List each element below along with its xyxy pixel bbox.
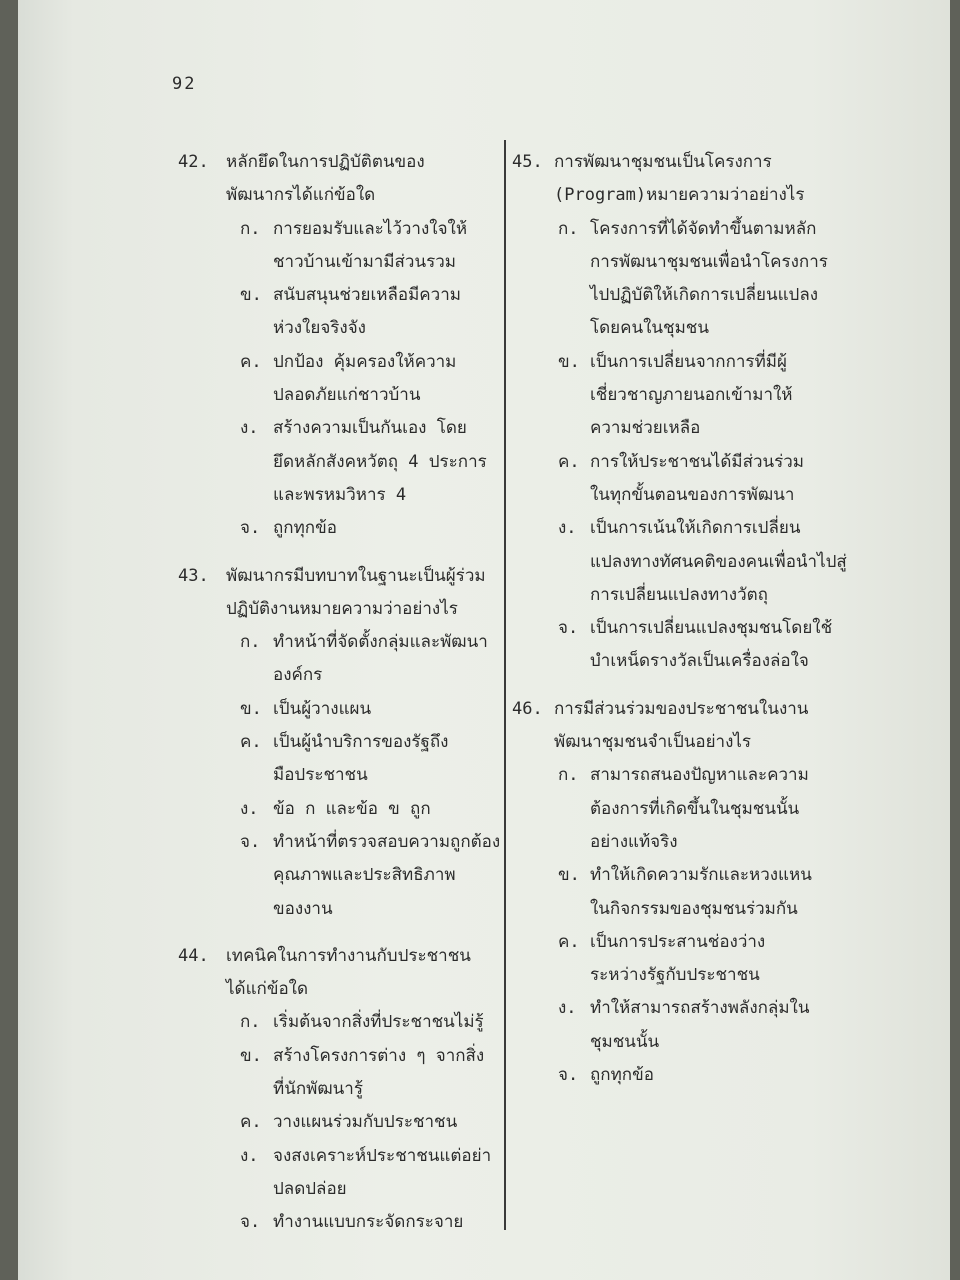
question-number: 44.: [178, 945, 209, 966]
option-label: จ.: [240, 518, 261, 539]
option-line: [178, 246, 508, 279]
answer-option: [178, 626, 508, 693]
option-text: ชุมชนนั้น: [590, 1031, 660, 1052]
option-line: [512, 759, 842, 792]
document-page: [18, 0, 950, 1280]
option-text: สร้างความเป็นกันเอง โดย: [273, 418, 467, 439]
option-text: การยอมรับและไว้วางใจให้: [273, 218, 468, 239]
option-line: [178, 412, 508, 445]
option-text: สามารถสนองปัญหาและความ: [590, 765, 809, 786]
answer-option: [178, 213, 508, 280]
option-text: ของงาน: [273, 898, 333, 919]
option-line: [178, 512, 508, 545]
answer-option: [512, 446, 842, 513]
option-text: ข้อ ก และข้อ ข ถูก: [273, 798, 431, 819]
question-number: 42.: [178, 152, 209, 172]
answer-option: [512, 992, 842, 1059]
option-line: [178, 312, 508, 345]
answer-option: [178, 279, 508, 346]
option-text: ไปปฏิบัติให้เกิดการเปลี่ยนแปลง: [590, 285, 819, 306]
question-line: [178, 146, 508, 179]
answer-option: [512, 612, 842, 679]
option-text: เป็นผู้นำบริการของรัฐถึง: [273, 732, 449, 753]
option-line: [178, 759, 508, 792]
option-line: [512, 446, 842, 479]
option-text: ปกป้อง คุ้มครองให้ความ: [273, 351, 457, 372]
option-text: ถูกทุกข้อ: [590, 1065, 654, 1086]
question-line: [178, 973, 508, 1006]
answer-option: [178, 1006, 508, 1039]
option-label: ข.: [240, 285, 262, 306]
answer-option: [178, 726, 508, 793]
option-text: โดยคนในชุมชน: [590, 318, 709, 339]
option-line: [512, 479, 842, 512]
option-text: ถูกทุกข้อ: [273, 518, 337, 539]
option-text: ในกิจกรรมของชุมชนร่วมกัน: [590, 898, 798, 919]
option-line: [178, 1073, 508, 1106]
option-text: ทำให้สามารถสร้างพลังกลุ่มใน: [590, 998, 810, 1019]
question-line: [512, 693, 842, 726]
question-line: [178, 940, 508, 973]
option-line: [178, 1140, 508, 1173]
question-text: (Program)หมายความว่าอย่างไร: [554, 185, 805, 206]
question-block: [178, 940, 508, 1240]
answer-option: [178, 1040, 508, 1107]
option-text: มือประชาชน: [273, 765, 368, 786]
option-text: เป็นการเน้นให้เกิดการเปลี่ยน: [590, 518, 801, 539]
option-label: ข.: [558, 351, 580, 372]
option-text: ความช่วยเหลือ: [590, 418, 701, 439]
option-text: เชี่ยวชาญภายนอกเข้ามาให้: [590, 385, 793, 406]
option-text: ยึดหลักสังคหวัตถุ 4 ประการ: [273, 451, 487, 472]
option-label: จ.: [558, 1065, 579, 1086]
answer-option: [178, 346, 508, 413]
answer-option: [512, 859, 842, 926]
answer-option: [178, 826, 508, 926]
option-label: ค.: [558, 931, 580, 952]
option-text: การเปลี่ยนแปลงทางวัตถุ: [590, 584, 768, 605]
option-text: คุณภาพและประสิทธิภาพ: [273, 865, 456, 886]
option-line: [178, 659, 508, 692]
option-text: วางแผนร่วมกับประชาชน: [273, 1112, 458, 1133]
option-line: [178, 626, 508, 659]
question-block: [178, 146, 508, 546]
option-label: ก.: [240, 218, 261, 239]
option-text: ทำหน้าที่จัดตั้งกลุ่มและพัฒนา: [273, 632, 488, 653]
question-gap: [178, 926, 508, 940]
option-text: ทำให้เกิดความรักและหวงแหน: [590, 865, 812, 886]
option-line: [512, 579, 842, 612]
answer-option: [512, 926, 842, 993]
option-text: และพรหมวิหาร 4: [273, 484, 407, 505]
option-line: [512, 1026, 842, 1059]
option-line: [512, 379, 842, 412]
question-line: [512, 146, 842, 179]
left-column: [178, 146, 508, 1240]
option-text: การพัฒนาชุมชนเพื่อนำโครงการ: [590, 251, 828, 272]
option-line: [178, 1106, 508, 1139]
option-label: ก.: [240, 632, 261, 653]
option-line: [512, 926, 842, 959]
question-block: [512, 146, 847, 679]
option-line: [178, 213, 508, 246]
question-text: พัฒนากรได้แก่ข้อใด: [226, 185, 376, 206]
question-gap: [512, 679, 842, 693]
question-text: ปฏิบัติงานหมายความว่าอย่างไร: [226, 598, 458, 619]
option-text: ห่วงใยจริงจัง: [273, 318, 366, 339]
option-line: [178, 379, 508, 412]
option-label: ค.: [240, 1112, 262, 1133]
option-line: [178, 279, 508, 312]
option-line: [178, 693, 508, 726]
option-text: ระหว่างรัฐกับประชาชน: [590, 965, 760, 986]
option-label: จ.: [240, 1212, 261, 1233]
answer-option: [178, 412, 508, 512]
option-text: ชาวบ้านเข้ามามีส่วนรวม: [273, 251, 456, 272]
question-text: การมีส่วนร่วมของประชาชนในงาน: [554, 698, 809, 719]
question-line: [178, 560, 508, 593]
option-line: [512, 893, 842, 926]
option-line: [178, 346, 508, 379]
option-label: ก.: [240, 1012, 261, 1033]
option-line: [178, 1206, 508, 1239]
option-text: ต้องการที่เกิดขึ้นในชุมชนนั้น: [590, 798, 800, 819]
question-text: พัฒนากรมีบทบาทในฐานะเป็นผู้ร่วม: [226, 565, 486, 586]
answer-option: [178, 1140, 508, 1207]
option-line: [512, 793, 842, 826]
question-text: เทคนิคในการทำงานกับประชาชน: [226, 945, 471, 966]
option-text: เป็นผู้วางแผน: [273, 698, 372, 719]
question-text: การพัฒนาชุมชนเป็นโครงการ: [554, 152, 772, 172]
answer-option: [178, 1106, 508, 1139]
option-label: ง.: [558, 518, 577, 539]
option-line: [512, 959, 842, 992]
answer-option: [512, 759, 842, 859]
option-line: [512, 346, 842, 379]
option-text: เป็นการเปลี่ยนแปลงชุมชนโดยใช้: [590, 618, 833, 639]
answer-option: [178, 1206, 508, 1239]
option-text: สนับสนุนช่วยเหลือมีความ: [273, 285, 461, 306]
option-text: ทำงานแบบกระจัดกระจาย: [273, 1212, 464, 1233]
option-label: ง.: [240, 418, 259, 439]
option-line: [512, 312, 842, 345]
answer-option: [512, 512, 847, 612]
option-line: [512, 1059, 842, 1092]
option-line: [512, 279, 842, 312]
option-line: [178, 793, 508, 826]
option-text: สร้างโครงการต่าง ๆ จากสิ่ง: [273, 1045, 485, 1066]
option-label: ค.: [558, 451, 580, 472]
option-line: [512, 612, 842, 645]
option-label: ง.: [240, 1145, 259, 1166]
option-text: แปลงทางทัศนคติของคนเพื่อนำไปสู่: [590, 551, 847, 572]
option-line: [178, 479, 508, 512]
option-text: เป็นการประสานช่องว่าง: [590, 931, 766, 952]
option-text: การให้ประชาชนได้มีส่วนร่วม: [590, 451, 804, 472]
question-block: [178, 560, 508, 926]
option-label: ก.: [558, 218, 579, 239]
option-text: ปลอดภัยแก่ชาวบ้าน: [273, 385, 421, 406]
question-number: 46.: [512, 698, 543, 719]
option-label: ง.: [558, 998, 577, 1019]
option-line: [178, 726, 508, 759]
option-label: จ.: [558, 618, 579, 639]
option-line: [512, 246, 842, 279]
option-line: [178, 446, 508, 479]
option-line: [512, 213, 842, 246]
option-text: โครงการที่ได้จัดทำขึ้นตามหลัก: [590, 218, 817, 239]
question-text: พัฒนาชุมชนจำเป็นอย่างไร: [554, 732, 752, 753]
option-text: ในทุกขั้นตอนของการพัฒนา: [590, 484, 795, 505]
page-number: 92: [172, 74, 197, 94]
question-number: 43.: [178, 565, 209, 586]
option-label: ค.: [240, 351, 262, 372]
option-line: [512, 512, 842, 545]
answer-option: [178, 512, 508, 545]
question-text: ได้แก่ข้อใด: [226, 979, 309, 1000]
option-line: [512, 859, 842, 892]
question-line: [512, 726, 842, 759]
question-number: 45.: [512, 152, 543, 172]
option-label: ง.: [240, 798, 259, 819]
option-label: ข.: [558, 865, 580, 886]
option-label: จ.: [240, 831, 261, 852]
question-block: [512, 693, 842, 1093]
option-text: เป็นการเปลี่ยนจากการที่มีผู้: [590, 351, 787, 372]
answer-option: [512, 346, 842, 446]
option-line: [512, 826, 842, 859]
option-text: อย่างแท้จริง: [590, 831, 678, 852]
option-line: [178, 859, 508, 892]
answer-option: [178, 793, 508, 826]
option-text: เริ่มต้นจากสิ่งที่ประชาชนไม่รู้: [273, 1012, 484, 1033]
option-text: ทำหน้าที่ตรวจสอบความถูกต้อง: [273, 831, 501, 852]
option-text: องค์กร: [273, 665, 323, 686]
option-text: ที่นักพัฒนารู้: [273, 1079, 363, 1100]
question-line: [178, 179, 508, 212]
option-line: [178, 1040, 508, 1073]
option-line: [512, 412, 842, 445]
option-line: [178, 1173, 508, 1206]
option-line: [178, 826, 508, 859]
answer-option: [178, 693, 508, 726]
option-line: [178, 893, 508, 926]
option-text: ปลดปล่อย: [273, 1178, 347, 1199]
option-line: [512, 645, 842, 678]
option-text: จงสงเคราะห์ประชาชนแต่อย่า: [273, 1145, 492, 1166]
option-label: ข.: [240, 1045, 262, 1066]
answer-option: [512, 213, 842, 346]
option-line: [178, 1006, 508, 1039]
question-text: หลักยึดในการปฏิบัติตนของ: [226, 152, 425, 172]
question-gap: [178, 546, 508, 560]
option-label: ข.: [240, 698, 262, 719]
option-label: ค.: [240, 732, 262, 753]
option-label: ก.: [558, 765, 579, 786]
right-column: [512, 146, 847, 1092]
option-text: บำเหน็ดรางวัลเป็นเครื่องล่อใจ: [590, 651, 809, 672]
question-line: [512, 179, 842, 212]
question-line: [178, 593, 508, 626]
answer-option: [512, 1059, 842, 1092]
option-line: [512, 546, 847, 579]
option-line: [512, 992, 842, 1025]
